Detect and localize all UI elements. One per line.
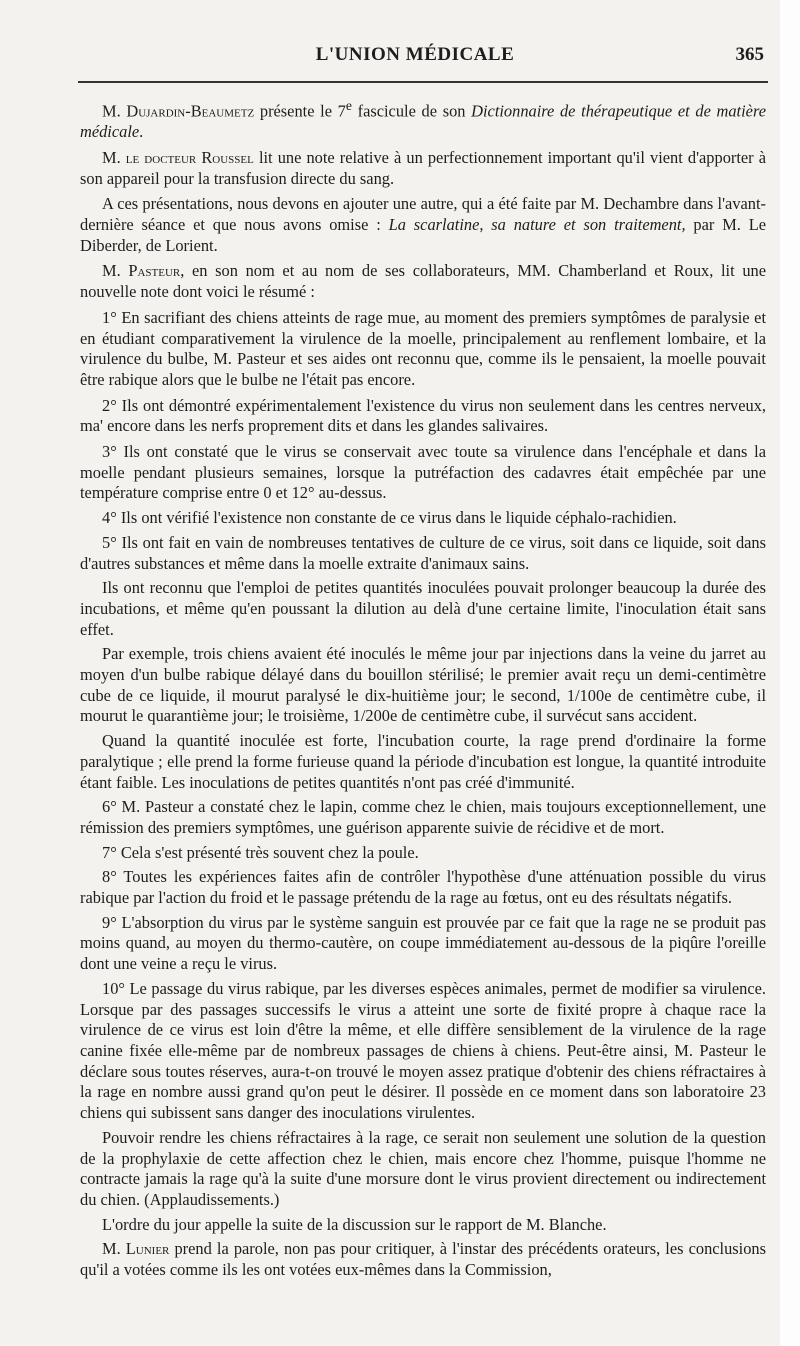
paragraph-text: A ces présentations, nous devons en ajouter une autre, qui a été faite par M. Dechambre dans l'avant-dernière séance et que nous avons omise : (80, 194, 766, 234)
book-title: La scarlatine, sa nature et son traitement, (388, 214, 686, 234)
page-header (60, 44, 770, 76)
paragraph-text: , en son nom et au nom de ses collaborateurs, MM. Chamberland et Roux, lit une nouvelle note dont voici le résumé : (80, 261, 766, 302)
paragraph-lunier (80, 1239, 766, 1280)
paragraph-text: par M. Le Diberder, de Lorient. (80, 214, 767, 255)
paragraph-example: Par exemple, trois chiens avaient été inoculés le même jour par injections dans la veine du jarret au moyen d'un bulbe rabique délayé dans du bouillon stérilisé; le premier avait reçu un demi-centimètre cube de ce liquide, il mourut paralysé le dix-huitième jour; le second, 1/100e de centimètre cube, il mourut le quarantième jour; le troisième, 1/200e de centimètre cube, il survécut sans accident. (80, 644, 766, 726)
paragraph-text: fascicule de son (351, 101, 472, 121)
speaker-name: M. Dujardin-Beaumetz (102, 101, 255, 121)
summary-item-7: 7° Cela s'est présenté très souvent chez la poule. (102, 842, 419, 862)
body-text (80, 96, 766, 1286)
speaker-name: M. le docteur Roussel (102, 147, 254, 167)
paragraph-text: . (139, 122, 144, 142)
book-title: Dictionnaire de thérapeutique et de matière médicale (80, 101, 766, 142)
paragraph-roussel (80, 148, 766, 189)
summary-item-8: 8° Toutes les expériences faites afin de contrôler l'hypothèse d'une atténuation possible du virus rabique par l'action du froid et le passage prétendu de la rage au fœtus, ont eu des résultats négatifs. (80, 867, 766, 908)
summary-item-1: 1° En sacrifiant des chiens atteints de rage mue, au moment des premiers symptômes de paralysie et en étudiant comparativement la virulence de la moelle, principalement au renflement lombaire, et la virulence du bulbe, M. Pasteur et ses aides ont reconnu que, comme ils le pensaient, la moelle pouvait être rabique alors que le bulbe ne l'était pas encore. (80, 307, 766, 389)
paragraph-text: prend la parole, non pas pour critiquer, à l'instar des précédents orateurs, les conclusions qu'il a votées comme ils les ont votées eux-mêmes dans la Commission, (80, 1239, 766, 1280)
superscript: e (345, 98, 352, 113)
paragraph-pasteur (80, 261, 766, 302)
summary-item-2: 2° Ils ont démontré expérimentalement l'existence du virus non seulement dans les centres nerveux, ma' encore dans les nerfs proprement dits et dans les glandes salivaires. (80, 395, 766, 436)
paragraph-dujardin-beaumetz (80, 96, 766, 143)
summary-item-6: 6° M. Pasteur a constaté chez le lapin, comme chez le chien, mais toujours exceptionnellement, une rémission des premiers symptômes, une guérison apparente suivie de récidive et de mort. (80, 797, 766, 837)
speaker-name: M. Lunier (102, 1239, 170, 1259)
paragraph-text: présente le 7 (254, 101, 346, 121)
paragraph-quantity: Quand la quantité inoculée est forte, l'incubation courte, la rage prend d'ordinaire la forme paralytique ; elle prend la forme furieuse quand la période d'incubation est longue, la quantité introduite étant faible. Les inoculations de petites quantités n'ont pas créé d'immunité. (80, 731, 766, 792)
speaker-name: M. Pasteur (102, 261, 181, 281)
summary-item-4: 4° Ils ont vérifié l'existence non constante de ce virus dans le liquide céphalo-rachidien. (102, 508, 677, 528)
running-title: L'UNION MÉDICALE (315, 44, 515, 65)
summary-item-3: 3° Ils ont constaté que le virus se conservait avec toute sa virulence dans l'encéphale et dans la moelle pendant plusieurs semaines, lorsque la putréfaction des cadavres était empêchée par une température comprise entre 0 et 12° au-dessus. (80, 442, 766, 503)
paragraph-dilution: Ils ont reconnu que l'emploi de petites quantités inoculées pouvait prolonger beaucoup la durée des incubations, et même qu'en poussant la dilution au delà d'une certaine limite, l'inoculation était sans effet. (80, 578, 766, 639)
paragraph-presentations (80, 194, 766, 256)
paragraph-conclusion: Pouvoir rendre les chiens réfractaires à la rage, ce serait non seulement une solution de la question de la prophylaxie de cette affection chez le chien, mais encore chez l'homme, puisque l'homme ne contracte jamais la rage qu'à la suite d'une morsure dont le virus provient directement ou indirectement du chien. (Applaudissements.) (80, 1127, 766, 1209)
header-rule (78, 81, 768, 83)
page-edge (780, 0, 800, 1346)
paragraph-text: lit une note relative à un perfectionnement important qu'il vient d'apporter à son appareil pour la transfusion directe du sang. (80, 147, 767, 188)
paragraph-order-of-day: L'ordre du jour appelle la suite de la discussion sur le rapport de M. Blanche. (102, 1214, 607, 1234)
summary-item-9: 9° L'absorption du virus par le système sanguin est prouvée par ce fait que la rage ne se produit pas moins quand, au moyen du thermo-cautère, on coupe immédiatement au-dessous de la piqûre l'oreille dont une veine a reçu le virus. (80, 912, 766, 974)
page-number: 365 (735, 44, 764, 65)
summary-item-5: 5° Ils ont fait en vain de nombreuses tentatives de culture de ce virus, soit dans ce liquide, soit dans d'autres substances et même dans la moelle extraite d'animaux sains. (80, 532, 766, 573)
summary-item-10: 10° Le passage du virus rabique, par les diverses espèces animales, permet de modifier sa virulence. Lorsque par des passages successifs le virus a atteint une sorte de fixité propre à chaque race la virulence de ce virus est loin d'être la même, et elle diffère sensiblement de la virulence de la rage canine fixée elle-même par de nombreux passages de chiens à chiens. Peut-être ainsi, M. Pasteur le déclare sous toutes réserves, aura-t-on trouvé le moyen assez pratique d'obtenir des chiens réfractaires à la rage en nombre aussi grand qu'on peut le désirer. Il possède en ce moment dans son laboratoire 23 chiens qui subissent sans danger des inoculations virulentes. (80, 978, 766, 1123)
